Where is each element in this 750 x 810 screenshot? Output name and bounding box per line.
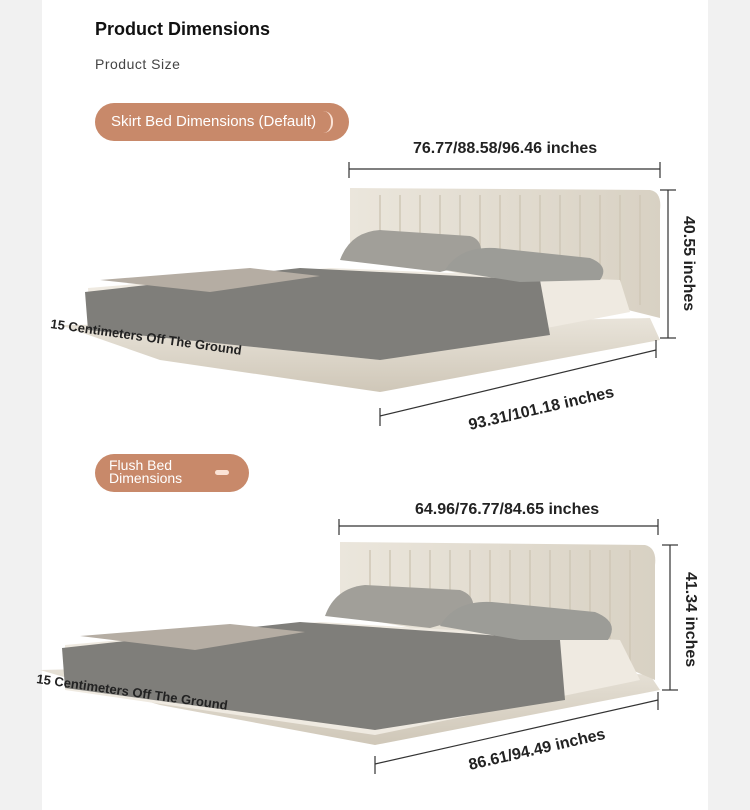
- flush-bed-tab-label-line2: Dimensions: [109, 470, 183, 486]
- skirt-height-label: 40.55 inches: [680, 216, 697, 312]
- flush-width-label: 64.96/76.77/84.65 inches: [415, 501, 600, 518]
- flush-bed-tab-label-line1: Flush Bed: [109, 457, 173, 473]
- skirt-ground-note: 15 Centimeters Off The Ground: [49, 316, 243, 358]
- page-subtitle: Product Size: [95, 56, 181, 72]
- page-title: Product Dimensions: [95, 19, 271, 39]
- flush-height-indicator: [662, 545, 678, 690]
- skirt-width-indicator: [349, 162, 660, 178]
- skirt-bed-tab-label: Skirt Bed Dimensions (Default): [111, 113, 317, 130]
- flush-width-indicator: [339, 519, 658, 535]
- skirt-width-label: 76.77/88.58/96.46 inches: [413, 140, 598, 157]
- skirt-length-label: 93.31/101.18 inches: [467, 383, 616, 434]
- flush-bed-image: [40, 542, 660, 745]
- flush-ground-note: 15 Centimeters Off The Ground: [35, 671, 229, 713]
- skirt-bed-image: [60, 188, 660, 392]
- flush-length-label: 86.61/94.49 inches: [467, 725, 607, 774]
- flush-height-label: 41.34 inches: [682, 572, 699, 668]
- skirt-height-indicator: [660, 190, 676, 338]
